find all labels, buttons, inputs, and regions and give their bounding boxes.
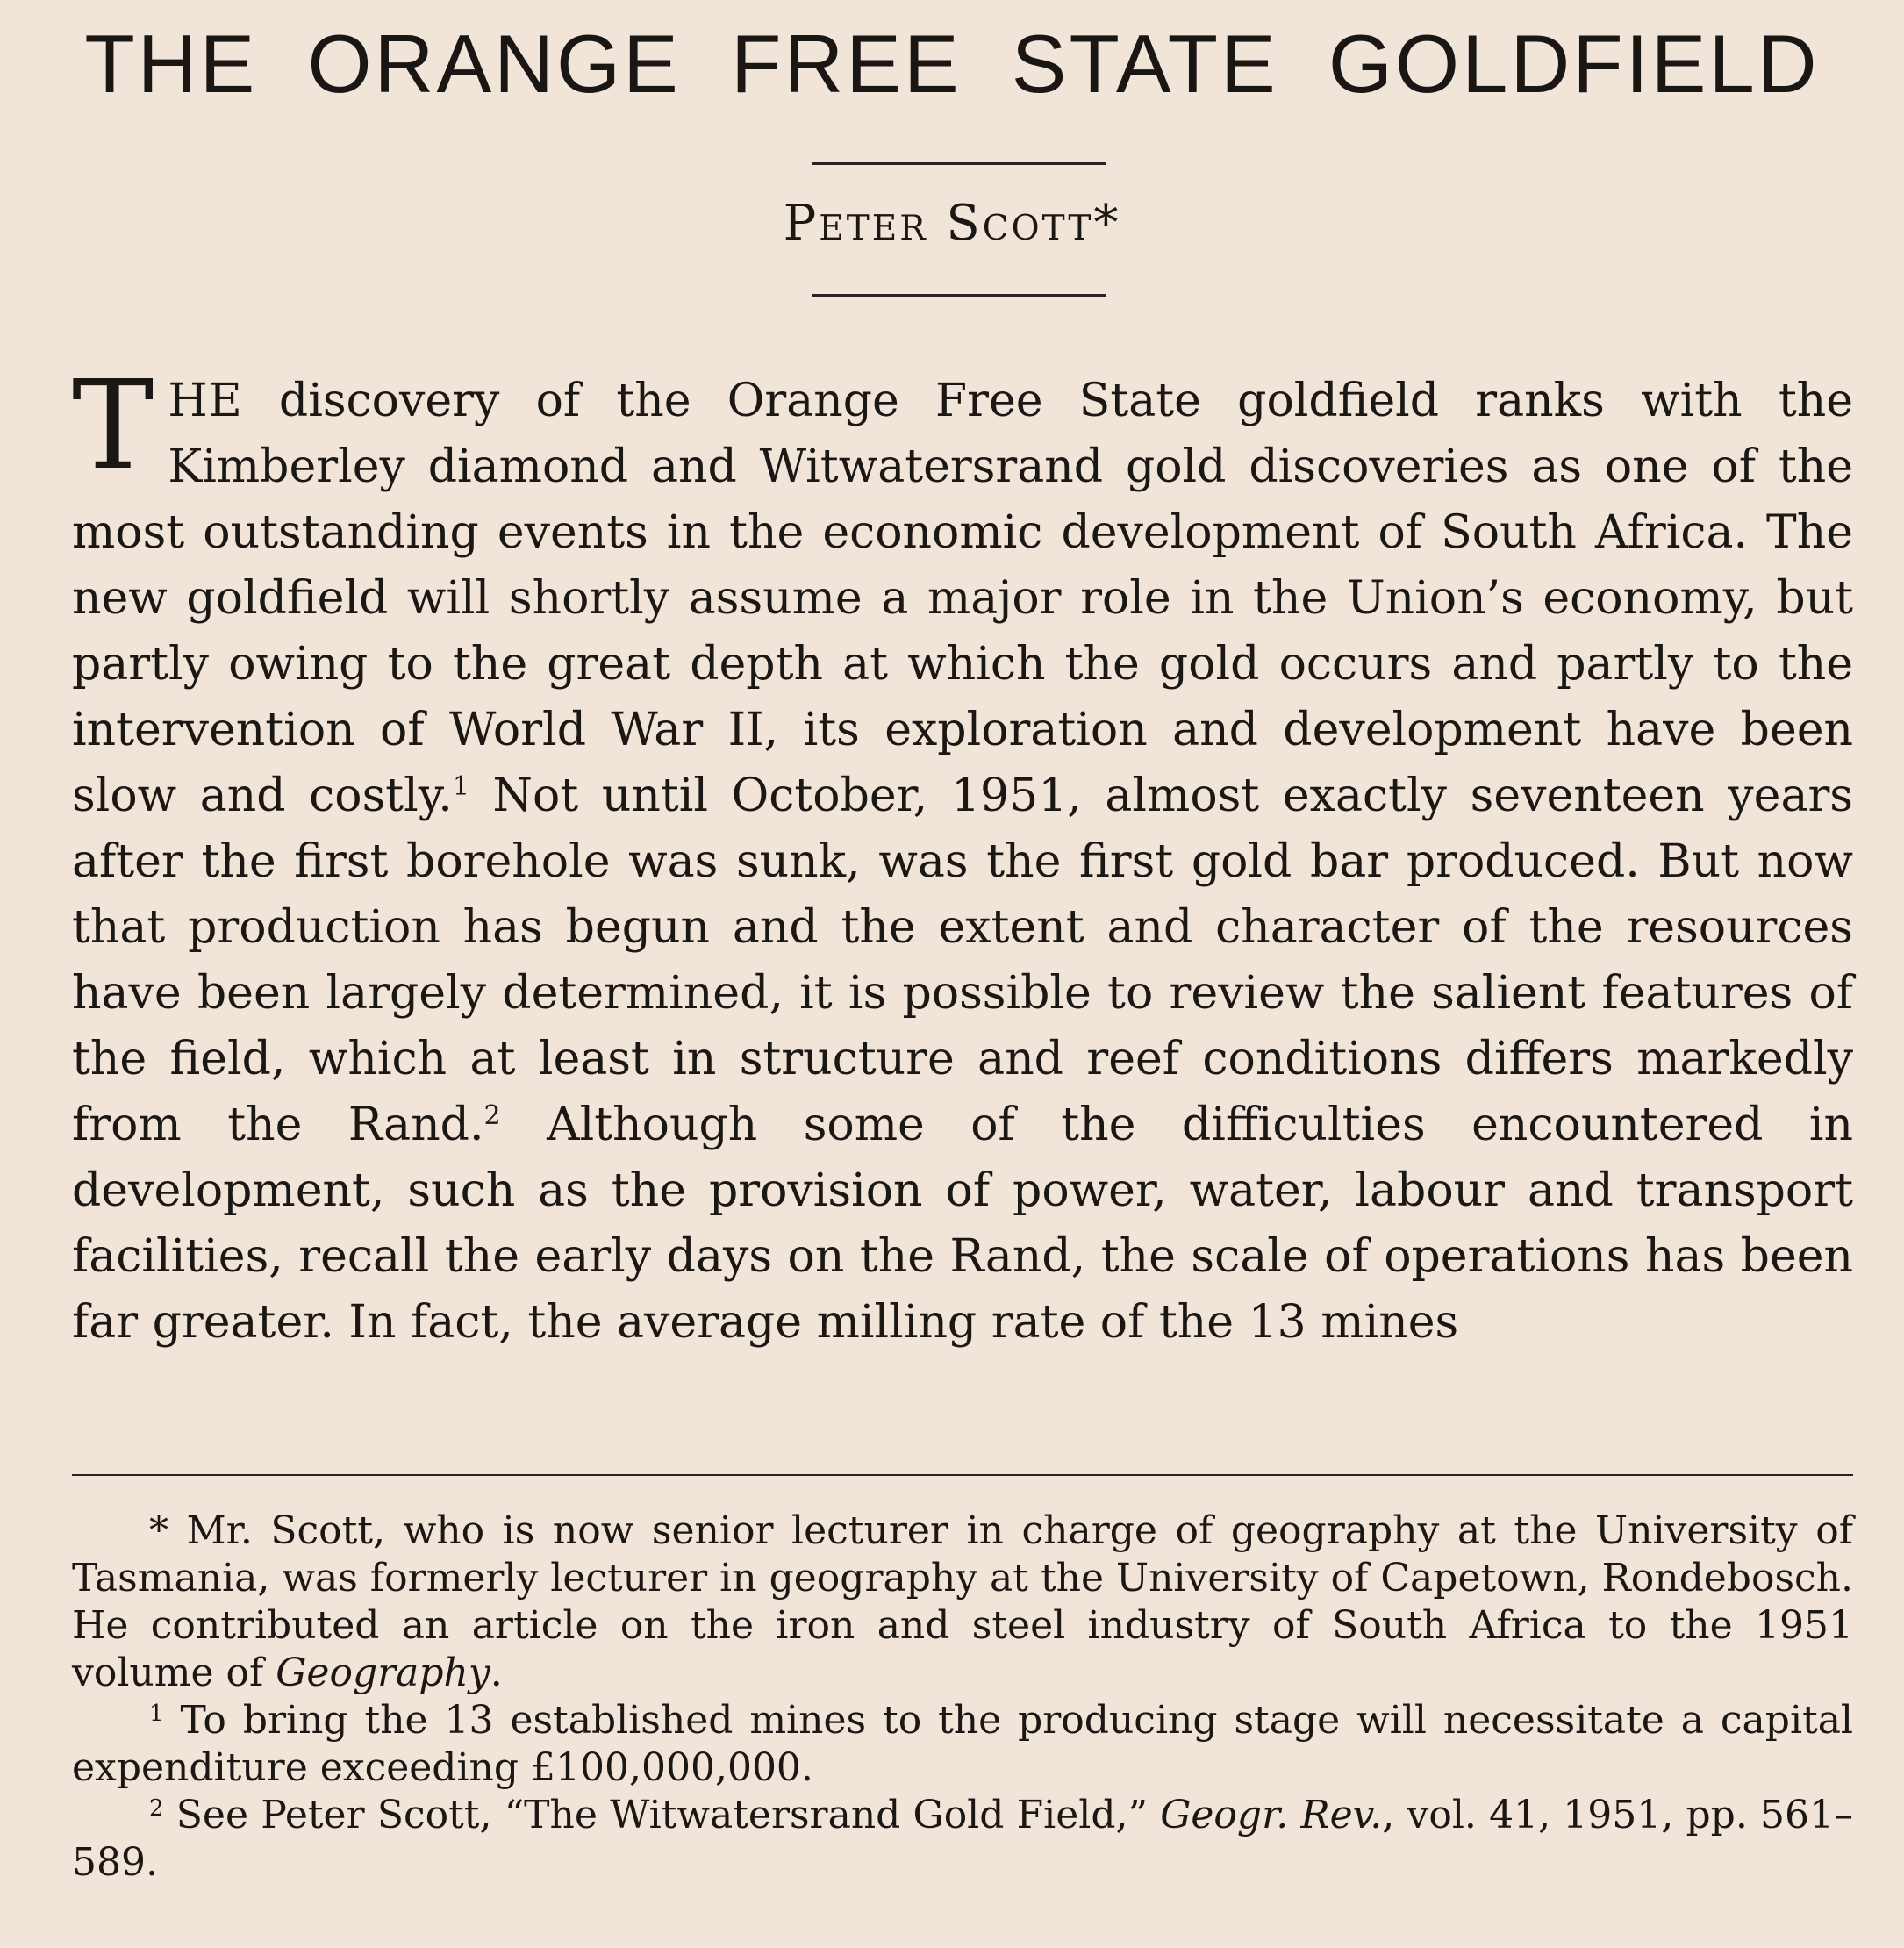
footnote-author-mark: * bbox=[149, 1508, 168, 1553]
body-text-part-1: discovery of the Orange Free State goldfield ranks with the Kimberley diamond and Witwatersrand gold discoveries as one of the most outstanding events in the economic development of South Africa. The new goldfield will shortly assume a major role in the Union’s economy, but partly owing to the great depth at which the gold occurs and partly to the intervention of World War II, its exploration and development have been slow and costly. bbox=[72, 375, 1853, 822]
footnote-author-end: . bbox=[490, 1651, 503, 1695]
footnote-2-text: See Peter Scott, “The Witwatersrand Gold Field,” bbox=[163, 1793, 1161, 1837]
drop-cap: T bbox=[72, 355, 154, 498]
footnote-author-journal: Geography bbox=[276, 1651, 490, 1695]
body-paragraph bbox=[72, 355, 1853, 1356]
footnote-2 bbox=[72, 1792, 1853, 1887]
body-text-part-3: Although some of the difficulties encountered in development, such as the provision of power, water, labour and transport facilities, recall the early days on the Rand, the scale of operations has been far greater. In fact, the average milling rate of the 13 mines bbox=[72, 1099, 1853, 1349]
article-title: THE ORANGE FREE STATE GOLDFIELD bbox=[84, 18, 1820, 110]
footnote-2-end: , vol. 41, 1951, pp. 561–589. bbox=[72, 1793, 1854, 1885]
footnote-2-mark: 2 bbox=[149, 1795, 164, 1822]
author-name: Peter Scott bbox=[783, 195, 1094, 252]
footnote-ref-1: 1 bbox=[452, 771, 469, 802]
title-rule bbox=[812, 162, 1106, 165]
author-line bbox=[0, 193, 1904, 254]
author-rule bbox=[812, 294, 1106, 297]
footnote-1 bbox=[72, 1697, 1853, 1792]
footnote-2-journal: Geogr. Rev. bbox=[1160, 1793, 1383, 1837]
footnote-1-mark: 1 bbox=[149, 1701, 164, 1727]
body-text-part-2: Not until October, 1951, almost exactly seventeen years after the first borehole was sunk, was the first gold bar produced. But now that production has begun and the extent and character of the resources have been largely determined, it is possible to review the salient features of the field, which at least in structure and reef conditions differs markedly from the Rand. bbox=[72, 770, 1853, 1151]
footnote-author-text: Mr. Scott, who is now senior lecturer in charge of geography at the University of Tasmania, was formerly lecturer in geography at the University of Capetown, Rondebosch. He contributed an article on the iron and steel industry of South Africa to the 1951 volume of bbox=[72, 1508, 1853, 1695]
footnote-1-text: To bring the 13 established mines to the producing stage will necessitate a capital expenditure exceeding £100,000,000. bbox=[72, 1698, 1853, 1790]
footnote-author bbox=[72, 1508, 1853, 1697]
lead-in: HE bbox=[168, 375, 243, 427]
footnote-rule bbox=[72, 1474, 1853, 1476]
footnotes bbox=[72, 1508, 1853, 1887]
footnote-ref-2: 2 bbox=[483, 1100, 501, 1131]
author-footnote-mark: * bbox=[1093, 195, 1121, 252]
